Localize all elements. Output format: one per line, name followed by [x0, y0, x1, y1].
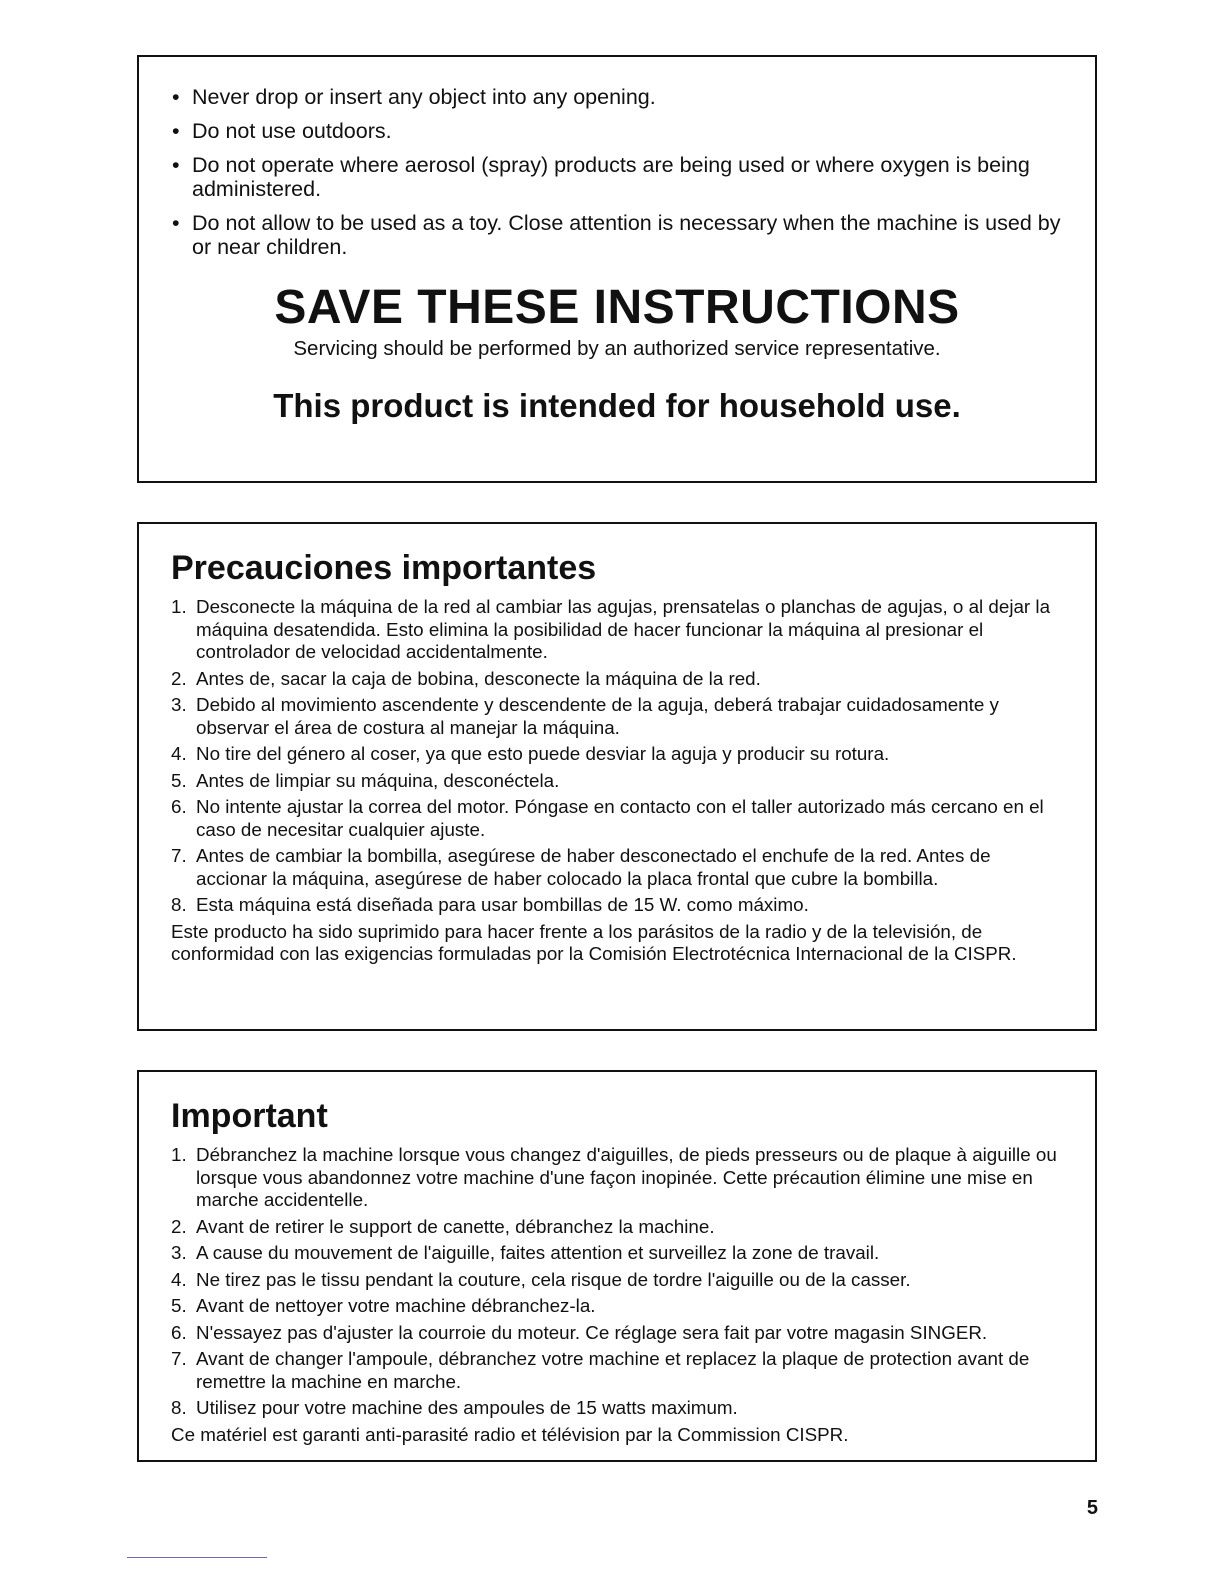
item-text: Utilisez pour votre machine des ampoules de 15 watts maximum.: [196, 1397, 738, 1418]
list-item: [171, 1295, 1063, 1318]
item-text: A cause du mouvement de l'aiguille, faites attention et surveillez la zone de travail.: [196, 1242, 880, 1263]
list-item: [171, 1144, 1063, 1212]
item-text: Desconecte la máquina de la red al cambiar las agujas, prensatelas o planchas de agujas, o al dejar la máquina desatendida. Esto elimina la posibilidad de hacer funcionar la máquina al presionar el controlador de velocidad accidentalmente.: [196, 596, 1051, 662]
french-precautions-list: [139, 1144, 1095, 1420]
item-number: 3.: [171, 694, 187, 715]
item-number: 3.: [171, 1242, 187, 1263]
item-text: Débranchez la machine lorsque vous changez d'aiguilles, de pieds presseurs ou de plaque à aiguille ou lorsque vous abandonnez votre machine d'une façon inopinée. Cette précaution élimine une mise en marche accidentelle.: [196, 1144, 1057, 1210]
list-item: [171, 668, 1063, 691]
item-text: Antes de, sacar la caja de bobina, desconecte la máquina de la red.: [196, 667, 761, 689]
item-text: Avant de nettoyer votre machine débranchez-la.: [196, 1295, 596, 1316]
item-number: 6.: [171, 796, 187, 817]
item-text: No intente ajustar la correa del motor. Póngase en contacto con el taller autorizado más cercano en el caso de necesitar cualquier ajuste.: [196, 796, 1044, 840]
safety-bullet-item: • Do not use outdoors.: [171, 119, 1063, 143]
item-text: Esta máquina está diseñada para usar bombillas de 15 W. como máximo.: [196, 894, 809, 915]
spanish-footnote: Este producto ha sido suprimido para hacer frente a los parásitos de la radio y de la televisión, de conformidad con las exigencias formuladas por la Comisión Electrotécnica Internacional de la CISPR.: [171, 920, 1017, 964]
list-item: [171, 1397, 1063, 1420]
item-number: 6.: [171, 1321, 187, 1343]
item-number: 7.: [171, 845, 187, 866]
spanish-precautions-list: [139, 596, 1095, 917]
french-important-box: [137, 1070, 1097, 1462]
item-text: No tire del género al coser, ya que esto puede desviar la aguja y producir su rotura.: [196, 743, 890, 764]
list-item: [171, 1269, 1063, 1292]
item-number: 2.: [171, 667, 187, 689]
save-instructions-heading: SAVE THESE INSTRUCTIONS: [274, 281, 960, 334]
page-number: 5: [1086, 1497, 1098, 1519]
list-item: [171, 894, 1063, 917]
item-number: 8.: [171, 894, 187, 915]
spanish-precautions-box: [137, 522, 1097, 1031]
french-section-title: Important: [171, 1097, 328, 1135]
item-number: 4.: [171, 743, 187, 764]
item-text: Avant de changer l'ampoule, débranchez votre machine et replacez la plaque de protection avant de remettre la machine en marche.: [196, 1348, 1030, 1392]
safety-instructions-box: [137, 55, 1097, 483]
household-use-statement: This product is intended for household use.: [273, 387, 961, 424]
french-footnote: Ce matériel est garanti anti-parasité radio et télévision par la Commission CISPR.: [171, 1423, 849, 1445]
list-item: [171, 1348, 1063, 1393]
item-text: Debido al movimiento ascendente y descendente de la aguja, deberá trabajar cuidadosamente y observar el área de costura al manejar la máquina.: [196, 694, 999, 738]
safety-bullet-item: • Do not allow to be used as a toy. Close attention is necessary when the machine is used by or near children.: [171, 211, 1063, 259]
item-number: 5.: [171, 769, 187, 791]
safety-bullet-item: • Do not operate where aerosol (spray) products are being used or where oxygen is being administered.: [171, 153, 1063, 201]
item-text: Avant de retirer le support de canette, débranchez la machine.: [196, 1215, 715, 1237]
item-text: Antes de limpiar su máquina, desconéctela.: [196, 769, 560, 791]
footer-divider: [127, 1557, 267, 1558]
list-item: [171, 845, 1063, 890]
item-number: 2.: [171, 1215, 187, 1237]
item-text: Ne tirez pas le tissu pendant la couture, cela risque de tordre l'aiguille ou de la casser.: [196, 1268, 911, 1290]
list-item: [171, 1242, 1063, 1265]
item-number: 8.: [171, 1397, 187, 1418]
item-number: 5.: [171, 1295, 187, 1316]
list-item: [171, 596, 1063, 664]
item-text: N'essayez pas d'ajuster la courroie du moteur. Ce réglage sera fait par votre magasin SINGER.: [196, 1321, 988, 1343]
item-text: Antes de cambiar la bombilla, asegúrese de haber desconectado el enchufe de la red. Antes de accionar la máquina, asegúrese de haber colocado la placa frontal que cubre la bombilla.: [196, 845, 991, 889]
spanish-section-title: Precauciones importantes: [171, 549, 597, 587]
item-number: 7.: [171, 1348, 187, 1369]
list-item: [171, 796, 1063, 841]
list-item: [171, 694, 1063, 739]
item-number: 1.: [171, 596, 187, 617]
safety-bullet-list: [139, 57, 1095, 259]
list-item: [171, 1216, 1063, 1239]
list-item: [171, 770, 1063, 793]
safety-bullet-item: • Never drop or insert any object into any opening.: [171, 85, 1063, 109]
list-item: [171, 743, 1063, 766]
list-item: [171, 1322, 1063, 1345]
servicing-note: Servicing should be performed by an authorized service representative.: [293, 337, 941, 360]
item-number: 4.: [171, 1268, 187, 1290]
item-number: 1.: [171, 1144, 187, 1165]
